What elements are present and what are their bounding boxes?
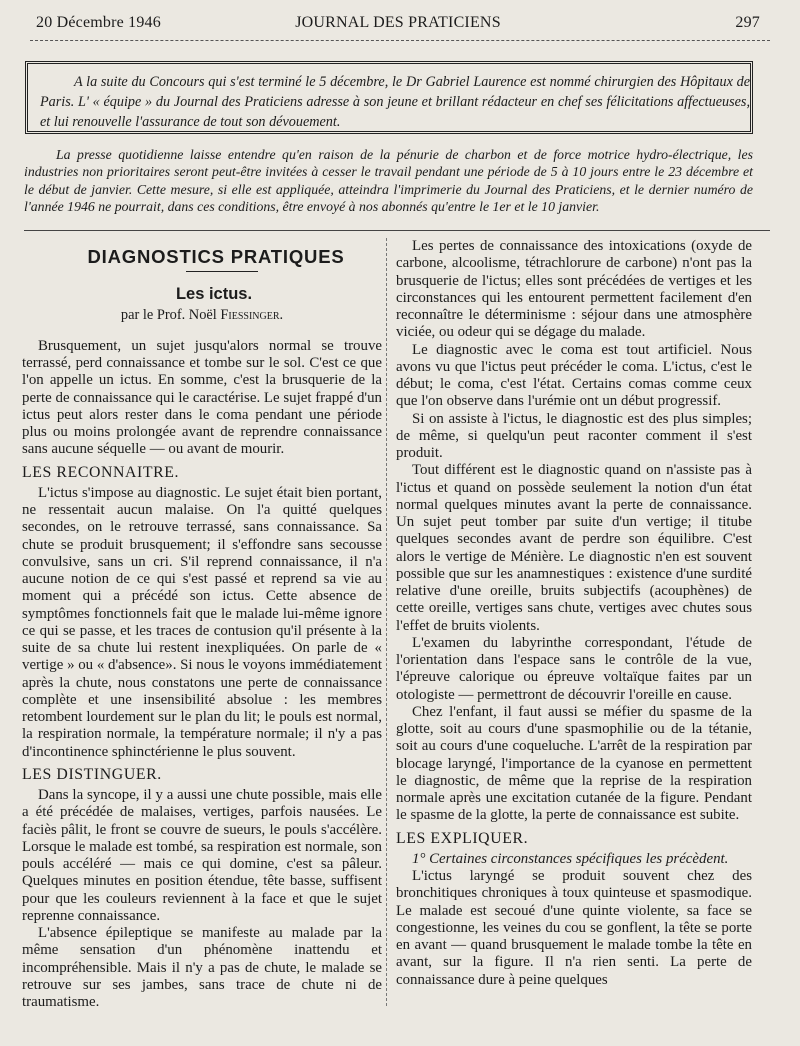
header-rule xyxy=(30,40,770,41)
subheading-circonstances: 1° Certaines circonstances spécifiques les précèdent. xyxy=(412,850,729,867)
left-column xyxy=(22,238,382,1011)
paragraph-enfant: Chez l'enfant, il faut aussi se méfier du spasme de la glotte, soit au cours d'une spasmophilie ou de la tétanie, soit au cours d'une coqueluche. L'arrêt de la respiration par blocage laryngé, l'importance de la cyanose en permettent le diagnostic, de même que la reprise de la respiration normale après une excitation cutanée de la figure. Pendant le spasme de la glotte, la perte de connaissance est subite. xyxy=(396,703,752,824)
subheading-reconnaitre: LES RECONNAITRE. xyxy=(22,463,180,481)
right-column xyxy=(396,238,752,989)
paragraph-intoxications: Les pertes de connaissance des intoxications (oxyde de carbone, alcoolisme, tétrachlorure de carbone) n'ont pas la brusquerie de l'ictus; elles sont précédées de vertiges et les circonstances qui les entourent permettent facilement d'en reconnaître le déterminisme : séjour dans une atmosphère viciée, ou odeur qui se dégage du malade. xyxy=(396,238,752,341)
paragraph-ictus-laryngé: L'ictus laryngé se produit souvent chez des bronchitiques chroniques à toux quinteuse et spasmodique. Le malade est secoué d'une quinte violente, sa face se congestionne, les veines du cou se gonflent, la tête se porte en avant — quand brusquement le malade tombe la tête en avant, sur la figure. Il n'a rien senti. La perte de connaissance dure à peine quelques xyxy=(396,868,752,988)
byline-prefix: par le Prof. Noël xyxy=(120,306,221,323)
paragraph-assiste: Si on assiste à l'ictus, le diagnostic est des plus simples; de même, si quelqu'un peut raconter comment il s'est produit. xyxy=(396,410,752,461)
page-number: 297 xyxy=(735,14,760,31)
section-title: DIAGNOSTICS PRATIQUES xyxy=(87,246,345,267)
subheading-expliquer: LES EXPLIQUER. xyxy=(396,829,529,847)
paragraph-meniere: Tout différent est le diagnostic quand on n'assiste pas à l'ictus et quand on possède seulement la notion d'un état normal quelques minutes avant la perte de connaissance. Un sujet peut tomber par suite d'un vertige; il titube quelques secondes avant de perdre son équilibre. C'est alors le vertige de Ménière. Le diagnostic n'en est souvent possible que sur les anamnestiques : existence d'une surdité relative d'une oreille, bruits subjectifs (acouphènes) de cette oreille, vertiges sans chute, vertiges avec chutes sous l'effet de bruits violents. xyxy=(396,462,752,634)
paragraph-reconnaitre: L'ictus s'impose au diagnostic. Le sujet était bien portant, ne ressentait aucun malaise. On l'a quitté quelques secondes, on le retrouve terrassé, sans connaissance. Sa chute se produit brusquement; il s'effondre sans secousse convulsive, sans un cri. S'il reprend connaissance, il n'a aucune notion de ce qui s'est passé et reprend sa vie au moment qui a précédé son ictus. Cette absence de symptômes fonctionnels fait que le malade lui-même ignore ce qui se passe, et les traces de contusion qu'il présente à la suite de sa chute lui restent inexpliquées. On parle de « vertige » ou « d'absence». Si nous le voyons immédiatement après la chute, nous constatons une perte de connaissance complète et une insensibilité absolue : les membres retombent lourdement sur le plan du lit; le pouls est normal, la respiration normale, la température normale; il n'y a pas d'incontinence sphinctérienne le plus souvent. xyxy=(22,484,382,760)
byline xyxy=(22,307,382,324)
subheading-distinguer: LES DISTINGUER. xyxy=(22,765,162,783)
paragraph-labyrinthe: L'examen du labyrinthe correspondant, l'étude de l'orientation dans l'espace sans le contrôle de la vue, l'épreuve calorique ou épreuve voltaïque faites par un otologiste — permettront de découvrir l'oreille en cause. xyxy=(396,634,752,703)
announcement-text: A la suite du Concours qui s'est terminé le 5 décembre, le Dr Gabriel Laurence est nommé chirurgien des Hôpitaux de Paris. L' « équipe » du Journal des Praticiens adresse à son jeune et brillant rédacteur en chef ses félicitations affectueuses, et lui renouvelle l'assurance de tout son dévouement. xyxy=(40,74,750,130)
paragraph-coma: Le diagnostic avec le coma est tout artificiel. Nous avons vu que l'ictus peut précéder le coma. L'ictus, c'est le début; le coma, c'est l'état. Certains comas comme ceux que l'on observe dans l'urémie ont un début progressif. xyxy=(396,341,752,410)
boxed-announcement xyxy=(25,61,753,134)
journal-name: JOURNAL DES PRATICIENS xyxy=(295,14,501,31)
author-name: Fiessinger. xyxy=(220,306,284,323)
paragraph-absence: L'absence épileptique se manifeste au malade par la même sensation d'un phénomène inattendu et incompréhensible. Mais il n'y a pas de chute, le malade se retrouve sur ses jambes, sans trace de chute ni de traumatisme. xyxy=(22,925,382,1010)
section-divider xyxy=(24,230,770,231)
column-separator xyxy=(386,238,387,1006)
paragraph-syncope: Dans la syncope, il y a aussi une chute possible, mais elle a été précédée de malaises, vertiges, parfois nausées. Le faciès pâlit, le front se couvre de sueurs, le pouls s'accélère. Lorsque le malade est tombé, sa respiration est normale, son pouls accéléré — mais ce qui domine, c'est sa pâleur. Quelques minutes en position étendue, tête basse, suffisent pour que les couleurs reviennent à la face et que le sujet reprenne connaissance. xyxy=(22,787,382,924)
running-header xyxy=(36,14,760,38)
article-title: Les ictus. xyxy=(175,285,253,304)
press-notice: La presse quotidienne laisse entendre qu'en raison de la pénurie de charbon et de force motrice hydro-électrique, les industries non prioritaires seront peut-être invitées à cesser le travail pendant une période de 5 à 10 jours entre le 23 décembre et le début de janvier. Cette mesure, si elle est appliquée, atteindra l'imprimerie du Journal des Praticiens, et le dernier numéro de l'année 1946 ne pourrait, dans ces conditions, être envoyé à nos abonnés qu'entre le 1er et le 10 janvier. xyxy=(24,147,753,215)
intro-paragraph: Brusquement, un sujet jusqu'alors normal se trouve terrassé, perd connaissance et tombe sur le sol. C'est ce que l'on appelle un ictus. En somme, c'est la brusquerie de la perte de connaissance qui le caractérise. Le sujet frappé d'un ictus peut alors rester dans le coma pendant une période plus ou moins prolongée avant de reprendre connaissance sans aucune séquelle — ou avant de mourir. xyxy=(22,337,382,458)
title-rule xyxy=(186,271,258,272)
issue-date: 20 Décembre 1946 xyxy=(36,14,161,31)
